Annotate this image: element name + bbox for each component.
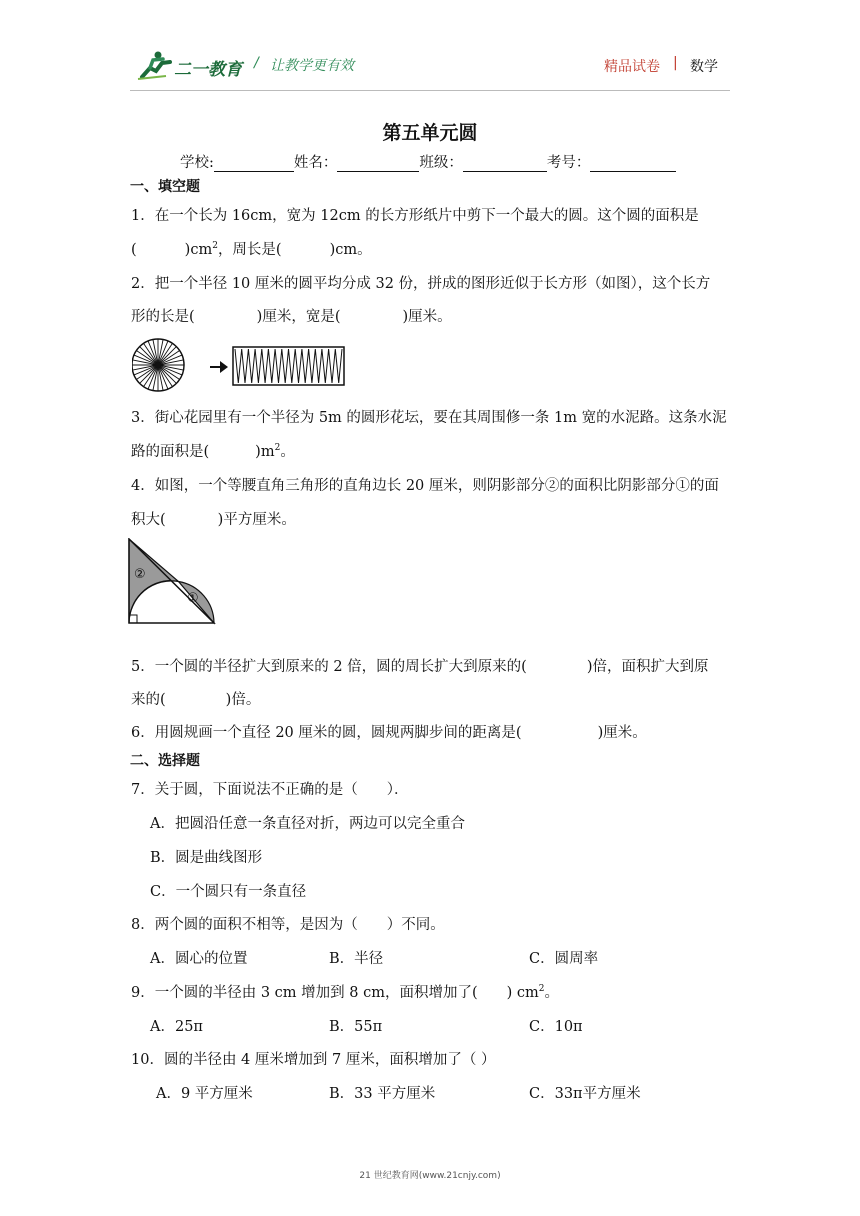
q8-option-a[interactable]: A．圆心的位置 bbox=[150, 951, 248, 967]
q3-line1: 3．街心花园里有一个半径为 5m 的圆形花坛，要在其周围修一条 1m 宽的水泥路。这条水泥 bbox=[131, 410, 727, 426]
q7-stem: 7．关于圆，下面说法不正确的是（ ）． bbox=[131, 782, 409, 798]
q10-stem: 10．圆的半径由 4 厘米增加到 7 厘米，面积增加了（ ） bbox=[131, 1052, 496, 1068]
page-title: 第五单元圆 bbox=[382, 122, 478, 144]
school-field[interactable] bbox=[214, 156, 294, 172]
q1-line2: ( )$cm^2$，周长是( )cm。 bbox=[131, 241, 372, 258]
q10-option-c[interactable]: C．33π平方厘米 bbox=[529, 1086, 641, 1102]
q4-figure bbox=[128, 538, 220, 626]
header-separator: | bbox=[673, 55, 678, 71]
q10-option-a[interactable]: A．9 平方厘米 bbox=[156, 1086, 253, 1102]
slogan-divider: / bbox=[254, 55, 259, 71]
q4-line1: 4．如图，一个等腰直角三角形的直角边长 20 厘米，则阴影部分②的面积比阴影部分①的面 bbox=[131, 478, 719, 494]
q2-line1: 2．把一个半径 10 厘米的圆平均分成 32 份，拼成的图形近似于长方形（如图），这个长方 bbox=[131, 276, 711, 292]
name-field[interactable] bbox=[337, 156, 419, 172]
label-2: ② bbox=[134, 567, 146, 582]
q7-option-c[interactable]: C．一个圆只有一条直径 bbox=[150, 884, 307, 900]
header-rule bbox=[130, 90, 730, 91]
label-1: ① bbox=[187, 591, 199, 606]
page-footer: 21 世纪教育网(www.21cnjy.com) bbox=[359, 1171, 501, 1181]
q7-option-a[interactable]: A．把圆沿任意一条直径对折，两边可以完全重合 bbox=[150, 816, 465, 832]
class-label: 班级： bbox=[419, 155, 463, 171]
q1-line1: 1．在一个长为 16cm，宽为 12cm 的长方形纸片中剪下一个最大的圆。这个圆的面积是 bbox=[131, 208, 699, 224]
logo-text: 二一教育 bbox=[174, 60, 242, 80]
q5-line1: 5．一个圆的半径扩大到原来的 2 倍，圆的周长扩大到原来的( )倍，面积扩大到原 bbox=[131, 659, 709, 675]
name-label: 姓名： bbox=[293, 155, 338, 171]
q8-option-b[interactable]: B．半径 bbox=[329, 951, 384, 967]
q9-stem: 9．一个圆的半径由 3 cm 增加到 8 cm，面积增加了( ) $cm^2$。 bbox=[131, 984, 559, 1001]
header-subject: 数学 bbox=[690, 59, 718, 75]
q10-option-b[interactable]: B．33 平方厘米 bbox=[329, 1086, 436, 1102]
q5-line2: 来的( )倍。 bbox=[131, 692, 261, 708]
section-fill-in: 一、填空题 bbox=[130, 179, 200, 195]
q6-line1: 6．用圆规画一个直径 20 厘米的圆，圆规两脚步间的距离是( )厘米。 bbox=[131, 725, 647, 741]
q2-figure bbox=[132, 337, 352, 393]
exam-no-field[interactable] bbox=[590, 156, 676, 172]
q3-line2: 路的面积是( )$m^2$。 bbox=[131, 443, 295, 460]
section-choice: 二、选择题 bbox=[130, 753, 200, 769]
header-premium-label: 精品试卷 bbox=[604, 59, 660, 75]
runner-logo-icon bbox=[136, 50, 174, 80]
arrow-right-icon bbox=[210, 361, 228, 373]
q8-option-c[interactable]: C．圆周率 bbox=[529, 951, 599, 967]
q9-option-c[interactable]: C．10π bbox=[529, 1019, 583, 1035]
logo bbox=[136, 50, 248, 80]
q7-option-b[interactable]: B．圆是曲线图形 bbox=[150, 850, 263, 866]
class-field[interactable] bbox=[463, 156, 547, 172]
q8-stem: 8．两个圆的面积不相等，是因为（ ）不同。 bbox=[131, 917, 445, 933]
divided-circle-icon bbox=[132, 339, 184, 391]
school-label: 学校: bbox=[180, 155, 214, 171]
q4-line2: 积大( )平方厘米。 bbox=[131, 512, 296, 528]
slogan: 让教学更有效 bbox=[270, 58, 354, 74]
student-info bbox=[180, 151, 676, 172]
rectangle-strips-icon bbox=[233, 347, 344, 385]
exam-no-label: 考号： bbox=[546, 155, 591, 171]
q2-line2: 形的长是( )厘米，宽是( )厘米。 bbox=[131, 309, 452, 325]
q9-option-a[interactable]: A．25π bbox=[150, 1019, 203, 1035]
q9-option-b[interactable]: B．55π bbox=[329, 1019, 383, 1035]
